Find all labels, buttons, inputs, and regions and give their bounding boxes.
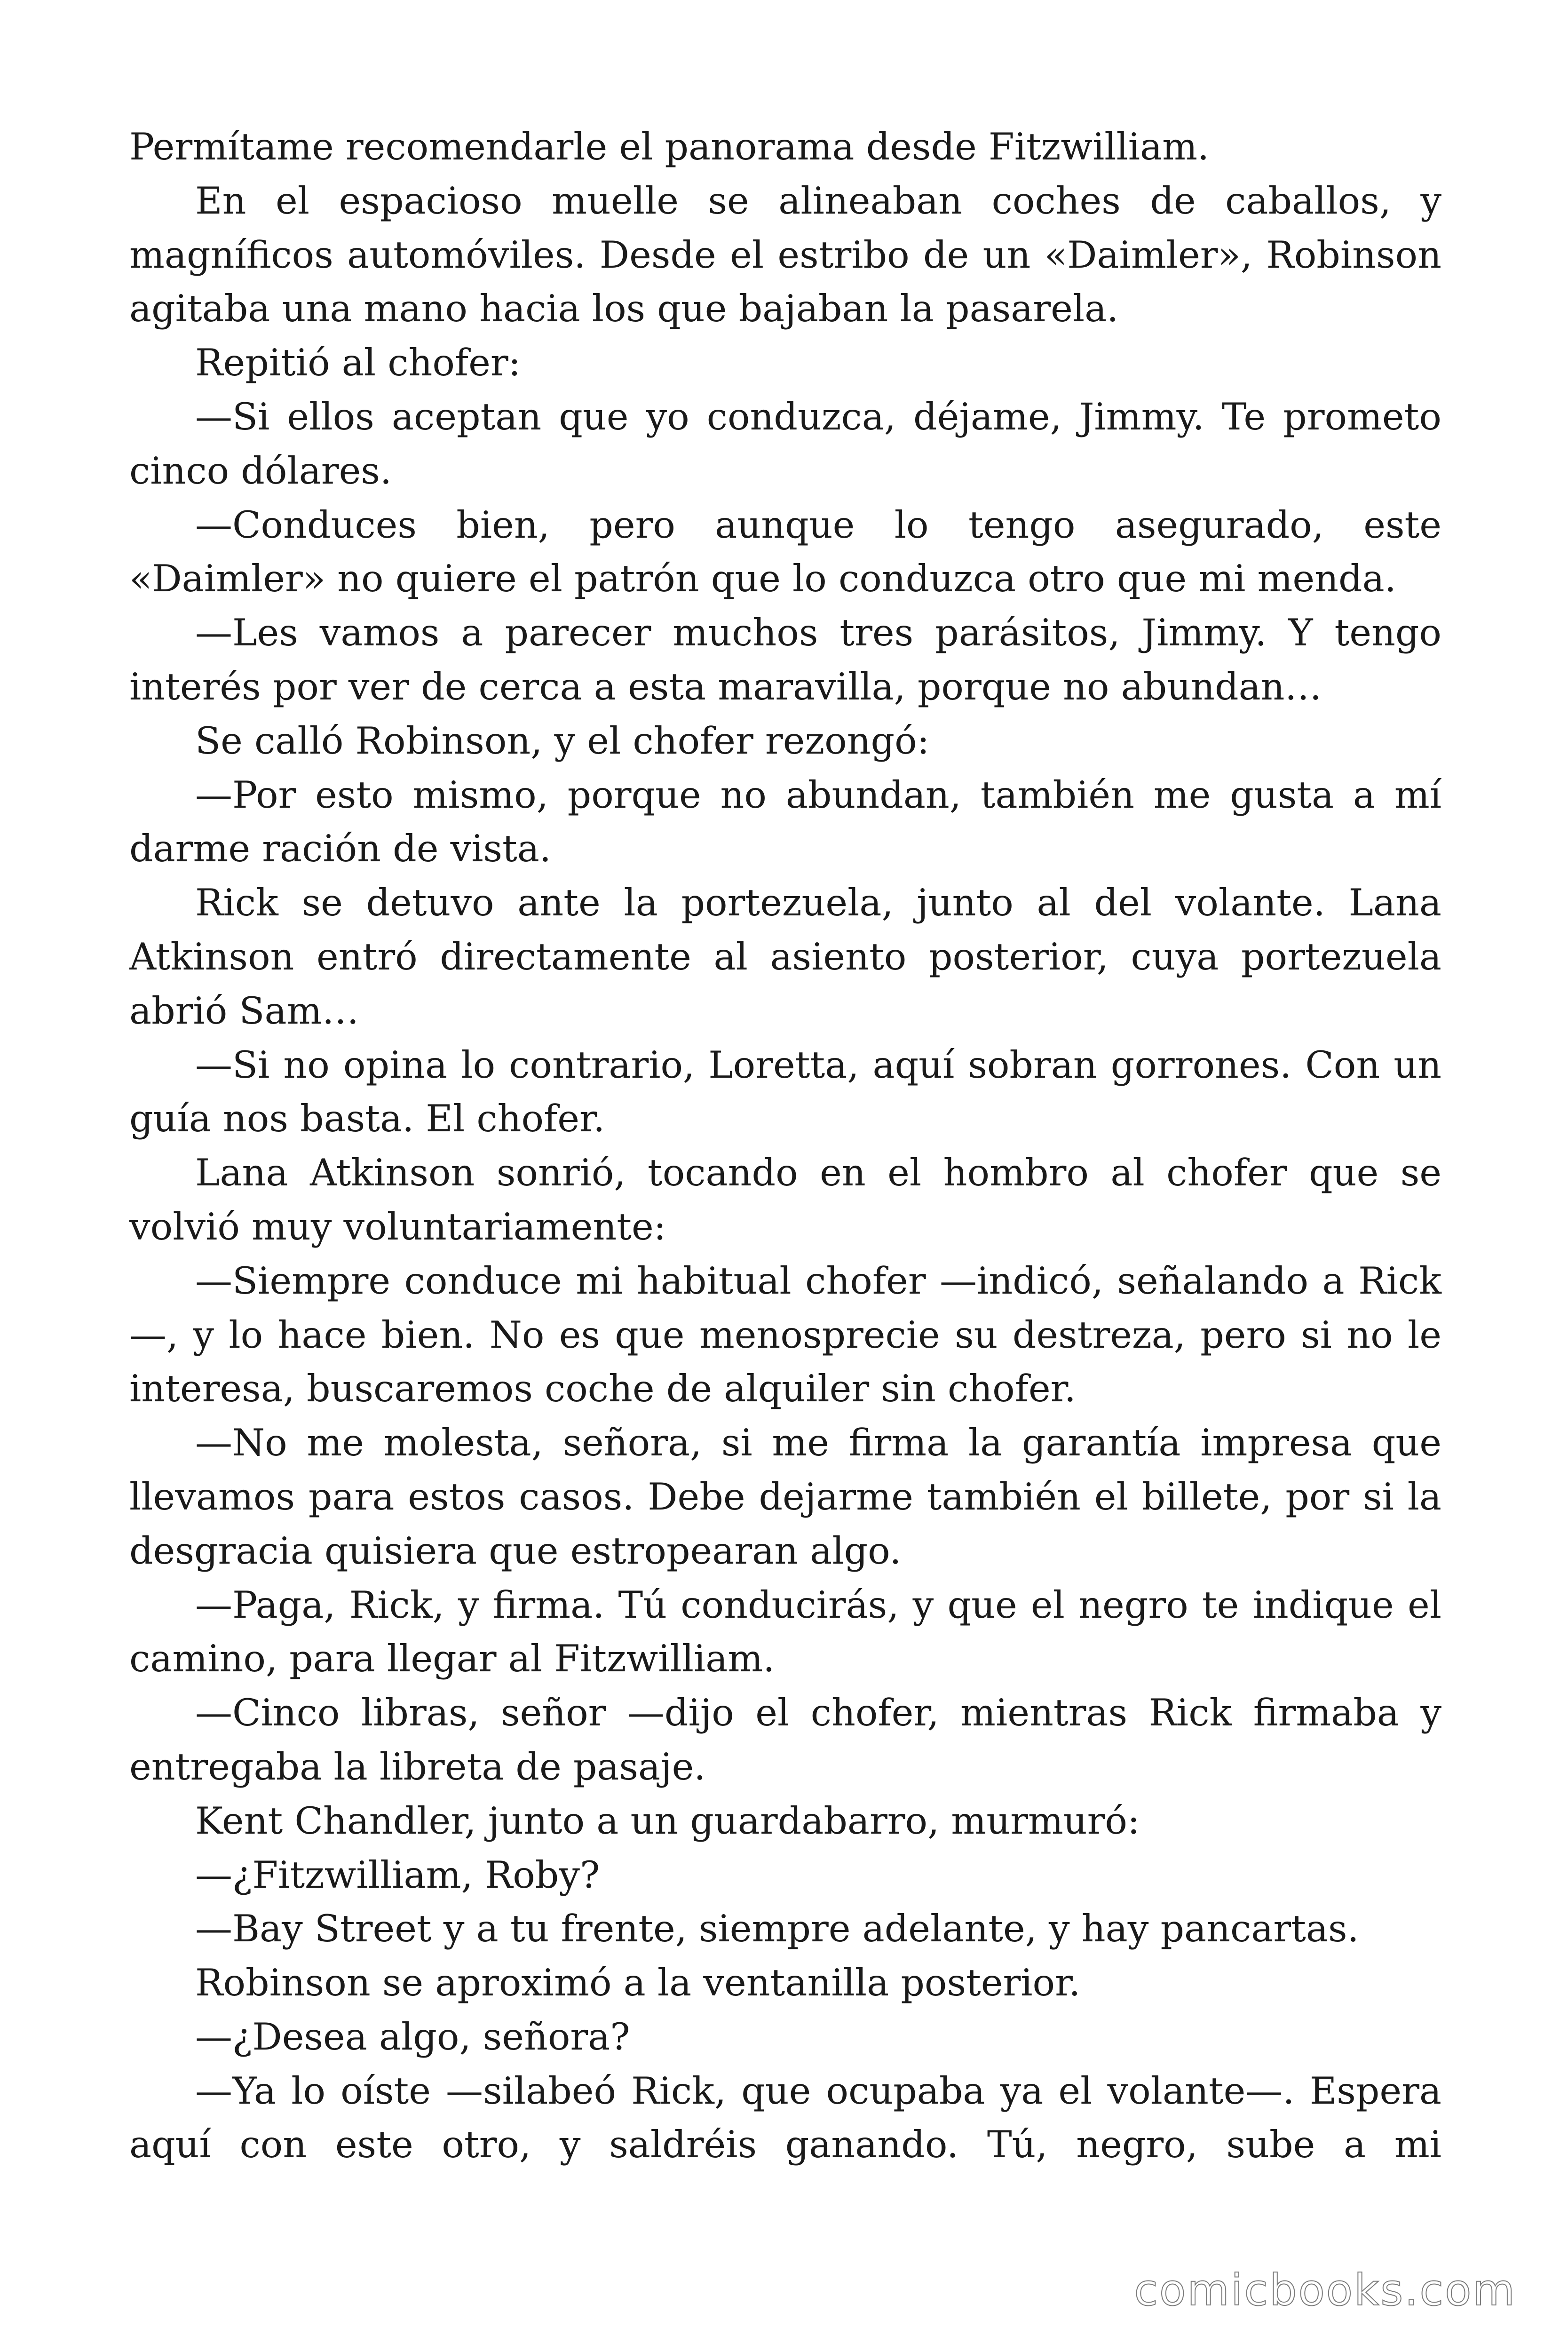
paragraph-3: Repitió al chofer: bbox=[195, 341, 521, 385]
paragraph-10: —Si no opina lo contrario, Loretta, aquí sobran gorrones. Con un guía nos basta. El chofer. bbox=[129, 1043, 1441, 1141]
paragraph-18: —Bay Street y a tu frente, siempre adelante, y hay pancartas. bbox=[195, 1907, 1359, 1951]
paragraph-15: —Cinco libras, señor —dijo el chofer, mientras Rick firmaba y entregaba la libreta de pasaje. bbox=[129, 1691, 1441, 1788]
paragraph-6: —Les vamos a parecer muchos tres parásitos, Jimmy. Y tengo interés por ver de cerca a esta maravilla, porque no abundan… bbox=[129, 611, 1441, 708]
paragraph-12: —Siempre conduce mi habitual chofer —indicó, señalando a Rick—, y lo hace bien. No es que menosprecie su destreza, pero si no le interesa, buscaremos coche de alquiler sin chofer. bbox=[129, 1259, 1441, 1411]
paragraph-8: —Por esto mismo, porque no abundan, también me gusta a mí darme ración de vista. bbox=[129, 773, 1441, 871]
paragraph-4: —Si ellos aceptan que yo conduzca, déjame, Jimmy. Te prometo cinco dólares. bbox=[129, 395, 1441, 493]
paragraph-19: Robinson se aproximó a la ventanilla posterior. bbox=[195, 1961, 1081, 2005]
paragraph-13: —No me molesta, señora, si me firma la garantía impresa que llevamos para estos casos. Debe dejarme también el billete, por si la desgracia quisiera que estropearan algo. bbox=[129, 1421, 1441, 1573]
paragraph-14: —Paga, Rick, y firma. Tú conducirás, y que el negro te indique el camino, para llegar al Fitzwilliam. bbox=[129, 1583, 1441, 1681]
paragraph-2: En el espacioso muelle se alineaban coches de caballos, y magníficos automóviles. Desde el estribo de un «Daimler», Robinson agitaba una mano hacia los que bajaban la pasarela. bbox=[129, 179, 1441, 331]
watermark: comicbooks.com bbox=[1134, 2265, 1516, 2315]
paragraph-5: —Conduces bien, pero aunque lo tengo asegurado, este «Daimler» no quiere el patrón que lo conduzca otro que mi menda. bbox=[129, 503, 1441, 601]
paragraph-9: Rick se detuvo ante la portezuela, junto al del volante. Lana Atkinson entró directamente al asiento posterior, cuya portezuela abrió Sam… bbox=[129, 881, 1441, 1033]
paragraph-16: Kent Chandler, junto a un guardabarro, murmuró: bbox=[195, 1799, 1140, 1843]
paragraph-11: Lana Atkinson sonrió, tocando en el hombro al chofer que se volvió muy voluntariamente: bbox=[129, 1151, 1441, 1248]
paragraph-7: Se calló Robinson, y el chofer rezongó: bbox=[195, 719, 930, 763]
paragraph-1: Permítame recomendarle el panorama desde Fitzwilliam. bbox=[129, 125, 1210, 168]
paragraph-20: —¿Desea algo, señora? bbox=[195, 2015, 630, 2058]
body-text bbox=[129, 120, 1441, 2172]
paragraph-21: —Ya lo oíste —silabeó Rick, que ocupaba ya el volante—. Espera aquí con este otro, y saldréis ganando. Tú, negro, sube a mi bbox=[129, 2069, 1441, 2167]
paragraph-17: —¿Fitzwilliam, Roby? bbox=[195, 1853, 600, 1897]
